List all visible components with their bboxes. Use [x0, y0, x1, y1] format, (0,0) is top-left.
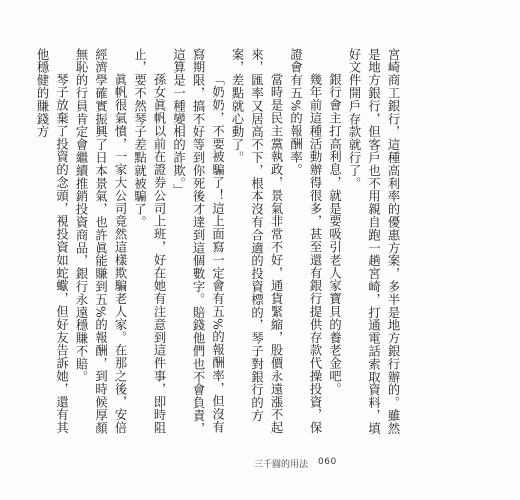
- paragraph-1: 宮崎商工銀行，這種高利率的優惠方案，多半是地方銀行辦的。雖然是地方銀行，但客戶也不用親自跑一趟宮崎，打通電話索取資料，填好文件開戶存款就行了。: [347, 48, 400, 435]
- paragraph-5: 「奶奶，不要被騙了！這上面寫一定會有五%的報酬率，但沒有寫期限，搞不好等到你死後才達到這個數字。賠錢他們也不會負責，這算是一種變相的詐欺。」: [171, 48, 225, 435]
- paragraph-2: 銀行會主打高利息，就是要吸引老人家寶貝的養老金吧。: [327, 72, 342, 396]
- paragraph-8: 琴子放棄了投資的念頭，視投資如蛇蠍，但好友告訴她，還有其他穩健的賺錢方: [35, 48, 69, 434]
- page-footer: [254, 457, 337, 470]
- paragraph-7: 眞帆很氣憤，一家大公司竟然這樣欺騙老人家。在那之後，安倍經濟學確實振興了日本景氣，也許眞能賺到五%的報酬，到時候厚顏無恥的行員肯定會繼續推銷投資商品，銀行永遠穩賺不賠。: [74, 48, 127, 435]
- page-number: 060: [318, 457, 337, 467]
- running-title: 三千圓的用法: [254, 460, 309, 470]
- body-text: [32, 48, 403, 440]
- paragraph-3: 幾年前這種活動辦得很多，甚至還有銀行提供存款代操投資，保證會有五%的報酬率。: [288, 48, 322, 434]
- paragraph-6: 孫女眞帆以前在證券公司上班，好在她有注意到這件事，即時阻止，要不然琴子差點就被騙了。: [132, 48, 166, 434]
- paragraph-4: 當時是民主黨執政，景氣非常不好，通貨緊縮，股價永遠漲不起來，匯率又居高不下，根本沒有合適的投資標的，琴子對銀行的方案，差點就心動了。: [230, 48, 283, 434]
